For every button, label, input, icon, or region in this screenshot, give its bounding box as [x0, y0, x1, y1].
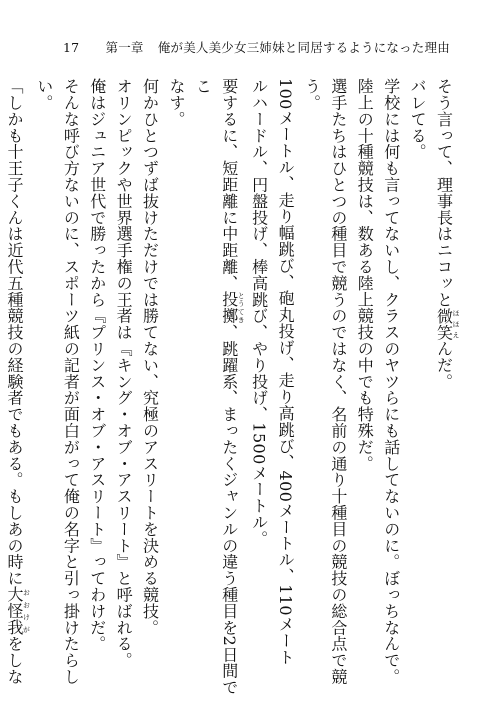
text-line: 「しかも十王子くんは近代五種競技の経験者でもある。もしあの時に大怪我おおけがをしな [5, 78, 31, 685]
page-number: 17 [63, 40, 80, 55]
text-line: なす。 [166, 78, 186, 128]
text-line: ルハードル、円盤投げ、棒高跳び、やり投げ、1500メートル。 [249, 78, 269, 547]
text-line: 学校には何も言ってないし、クラスのヤツらにも話してないのに。ぼっちなんで。 [381, 78, 401, 685]
text-line: オリンピックや世界選手権の王者は『キング・オブ・アスリート』と呼ばれる。 [114, 78, 134, 669]
furigana: 投擲とうてき [219, 291, 246, 325]
chapter-label: 第一章 [105, 40, 144, 55]
text-line: 要するに、短距離に中距離、投擲とうてき、跳躍系、まったくジャンルの違う種目を2日間でこ [193, 78, 246, 696]
text-line: 陸上の十種競技は、数ある陸上競技の中でも特殊だ。 [355, 78, 375, 472]
text-line: 俺はジュニア世代で勝ったから『プリンス・オブ・アスリート』ってわけだ。 [87, 78, 107, 652]
text-line: 選手たちはひとつの種目で競うのではなく、名前の通り十種目の競技の総合点で競う。 [302, 78, 348, 685]
text-line: 何かひとつずば抜けただけでは勝てない、究極のアスリートを決める競技。 [140, 78, 160, 636]
furigana: 微笑ほほえ [434, 307, 460, 341]
text-line: 100メートル、走り幅跳び、砲丸投げ、走り高跳び、400メートル、110メート [276, 78, 296, 666]
text-line: そんな呼び方ないのに、スポーツ紙の記者が面白がって俺の名字と引っ掛けたらしい。 [34, 78, 81, 685]
running-header [63, 38, 450, 56]
text-line: そう言って、理事長はニコッと微笑ほほえんだ。 [434, 78, 460, 390]
chapter-title: 俺が美人美少女三姉妹と同居するようになった理由 [157, 40, 450, 55]
furigana: 大怪我おおけが [5, 586, 31, 636]
text-line: バレてる。 [408, 78, 428, 160]
body-text [0, 78, 460, 698]
